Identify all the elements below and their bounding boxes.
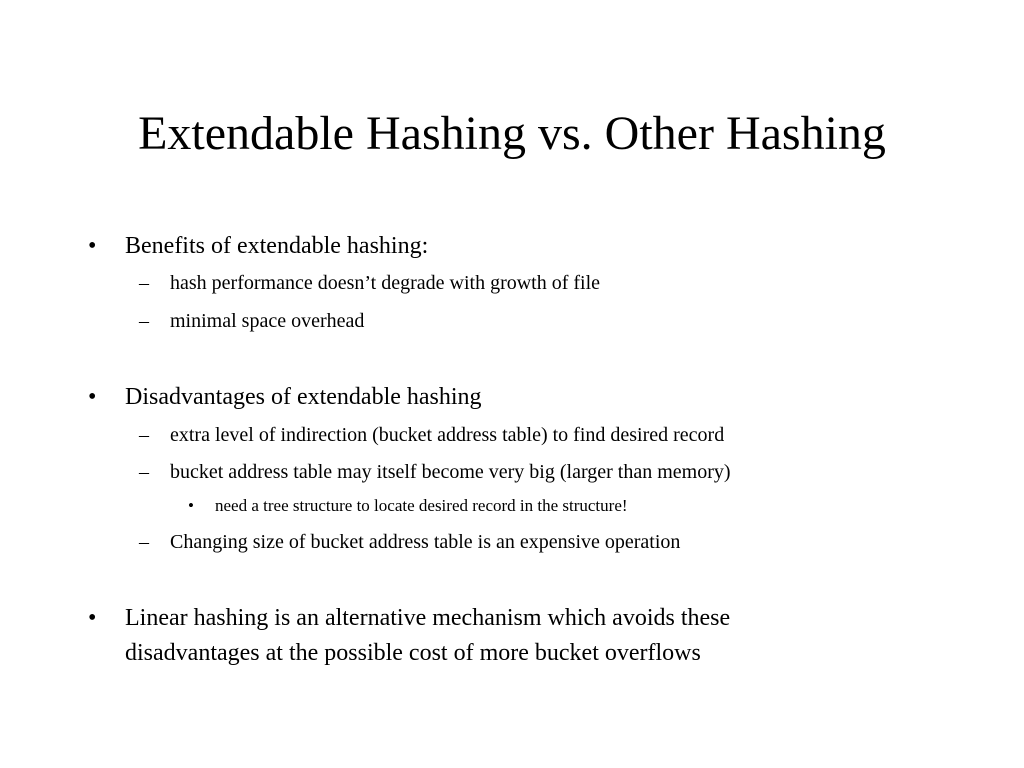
benefit-item: hash performance doesn’t degrade with growth of file [170, 272, 601, 294]
linear-line: disadvantages at the possible cost of more bucket overflows [125, 640, 701, 666]
linear-line: Linear hashing is an alternative mechanism which avoids these [125, 605, 731, 631]
benefits-heading: Benefits of extendable hashing: [125, 233, 429, 259]
dash-marker: – [139, 531, 149, 553]
dash-marker: – [139, 461, 149, 483]
disadvantage-item: bucket address table may itself become very big (larger than memory) [170, 461, 731, 483]
bullet-marker: • [88, 605, 97, 631]
dash-marker: – [139, 272, 149, 294]
benefit-item: minimal space overhead [170, 310, 365, 332]
bullet-marker: • [88, 384, 97, 410]
bullet-marker: • [88, 233, 97, 259]
slide-title: Extendable Hashing vs. Other Hashing [138, 107, 886, 160]
disadvantage-item: extra level of indirection (bucket address table) to find desired record [170, 424, 725, 446]
sub-bullet-marker: • [188, 496, 194, 515]
dash-marker: – [139, 310, 149, 332]
disadvantage-subitem: need a tree structure to locate desired record in the structure! [215, 496, 628, 515]
disadvantages-heading: Disadvantages of extendable hashing [125, 384, 482, 410]
dash-marker: – [139, 424, 149, 446]
disadvantage-item: Changing size of bucket address table is an expensive operation [170, 531, 681, 553]
